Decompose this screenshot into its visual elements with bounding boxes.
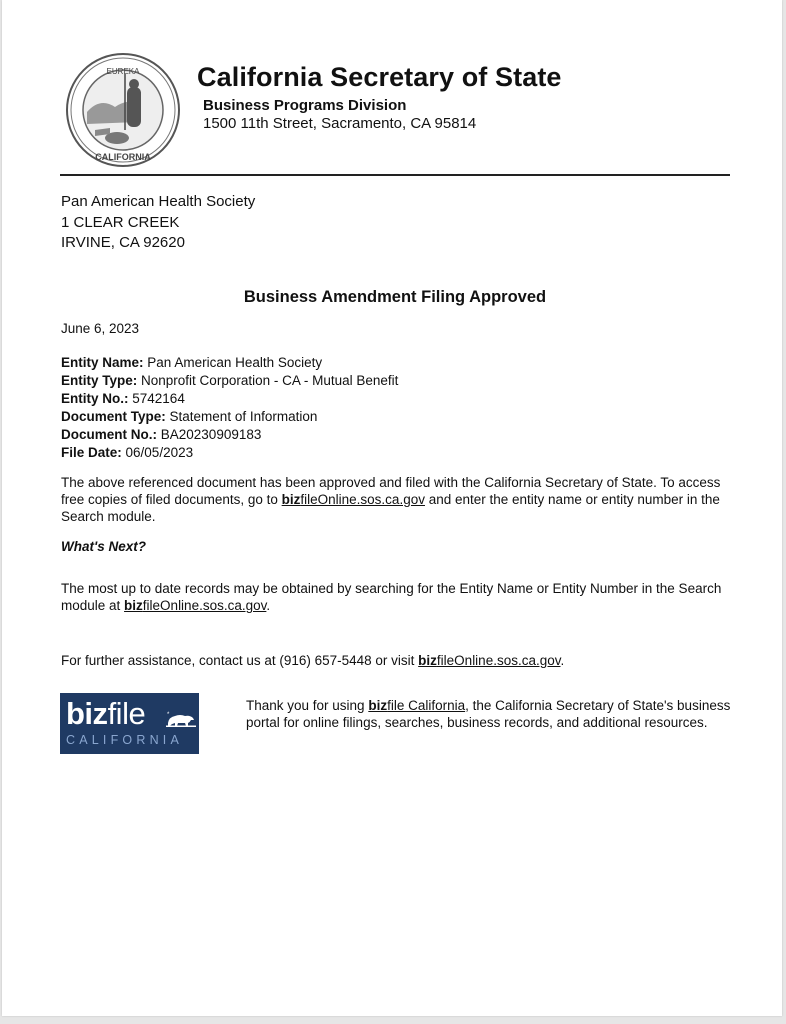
field-value: Nonprofit Corporation - CA - Mutual Benefit bbox=[141, 373, 399, 388]
agency-address: 1500 11th Street, Sacramento, CA 95814 bbox=[203, 115, 477, 132]
link-rest-part: fileOnline.sos.ca.gov bbox=[142, 598, 267, 613]
recipient-street: 1 CLEAR CREEK bbox=[61, 213, 180, 231]
document-heading: Business Amendment Filing Approved bbox=[243, 288, 547, 306]
link-bold-part: biz bbox=[418, 653, 437, 668]
paragraph-text: The above referenced document has been approved and filed with the California Secretary of State. To access free copies of filed documents, go to bbox=[61, 475, 721, 507]
link-bold-part: biz bbox=[124, 598, 143, 613]
california-bear-icon bbox=[166, 711, 196, 727]
field-label: File Date: bbox=[61, 445, 122, 460]
field-document-type bbox=[61, 408, 398, 426]
filing-details bbox=[61, 354, 398, 462]
assistance-paragraph bbox=[61, 652, 731, 669]
field-label: Entity Type: bbox=[61, 373, 138, 388]
records-paragraph bbox=[61, 580, 731, 614]
thank-you-paragraph bbox=[246, 697, 736, 731]
field-value: 06/05/2023 bbox=[125, 445, 194, 460]
recipient-name: Pan American Health Society bbox=[61, 193, 256, 210]
link-rest-part: fileOnline.sos.ca.gov bbox=[300, 492, 425, 507]
paragraph-text: For further assistance, contact us at (916) 657-5448 or visit bbox=[61, 653, 419, 668]
field-value: Pan American Health Society bbox=[147, 355, 323, 370]
field-entity-type bbox=[61, 372, 398, 390]
document-page bbox=[2, 0, 782, 1016]
state-seal-icon bbox=[65, 52, 181, 168]
header-divider bbox=[60, 174, 730, 176]
approval-paragraph bbox=[61, 474, 731, 525]
paragraph-text: , the California Secretary of State's business portal for online filings, searches, business records, and additional resources. bbox=[246, 698, 731, 730]
link-rest-part: file California bbox=[387, 698, 466, 713]
logo-biz: biz bbox=[66, 696, 108, 731]
field-entity-no bbox=[61, 390, 398, 408]
field-entity-name bbox=[61, 354, 398, 372]
logo-file: file bbox=[107, 696, 146, 731]
recipient-address-block bbox=[61, 192, 255, 254]
link-bold-part: biz bbox=[281, 492, 301, 507]
whats-next-heading: What's Next? bbox=[61, 539, 146, 554]
logo-wordmark bbox=[66, 696, 145, 732]
field-label: Entity No.: bbox=[61, 391, 129, 406]
paragraph-text: Thank you for using bbox=[246, 698, 369, 713]
letter-date: June 6, 2023 bbox=[61, 321, 140, 336]
recipient-city: IRVINE, CA 92620 bbox=[61, 234, 185, 251]
field-label: Document Type: bbox=[61, 409, 166, 424]
agency-title: California Secretary of State bbox=[197, 62, 562, 92]
bizfile-online-link[interactable] bbox=[124, 598, 266, 613]
field-value: BA20230909183 bbox=[160, 427, 262, 442]
svg-text:CALIFORNIA: CALIFORNIA bbox=[95, 152, 151, 162]
field-value: Statement of Information bbox=[169, 409, 318, 424]
field-value: 5742164 bbox=[132, 391, 185, 406]
bizfile-online-link[interactable] bbox=[418, 653, 560, 668]
paragraph-text: . bbox=[560, 653, 565, 668]
bizfile-california-logo bbox=[60, 693, 199, 754]
link-bold-part: biz bbox=[368, 698, 388, 713]
division-name: Business Programs Division bbox=[203, 97, 407, 114]
bizfile-online-link[interactable] bbox=[282, 492, 425, 507]
field-file-date bbox=[61, 444, 398, 462]
logo-california: CALIFORNIA bbox=[66, 733, 184, 747]
field-document-no bbox=[61, 426, 398, 444]
paragraph-text: . bbox=[266, 598, 271, 613]
paragraph-text: The most up to date records may be obtained by searching for the Entity Name or Entity Number in the Search module at bbox=[61, 581, 722, 613]
svg-text:EUREKA: EUREKA bbox=[106, 67, 140, 76]
link-rest-part: fileOnline.sos.ca.gov bbox=[436, 653, 561, 668]
bizfile-california-link[interactable] bbox=[368, 698, 465, 713]
field-label: Document No.: bbox=[61, 427, 157, 442]
field-label: Entity Name: bbox=[61, 355, 144, 370]
paragraph-text: and enter the entity name or entity number in the Search module. bbox=[61, 492, 720, 524]
svg-text:*: * bbox=[167, 712, 170, 718]
